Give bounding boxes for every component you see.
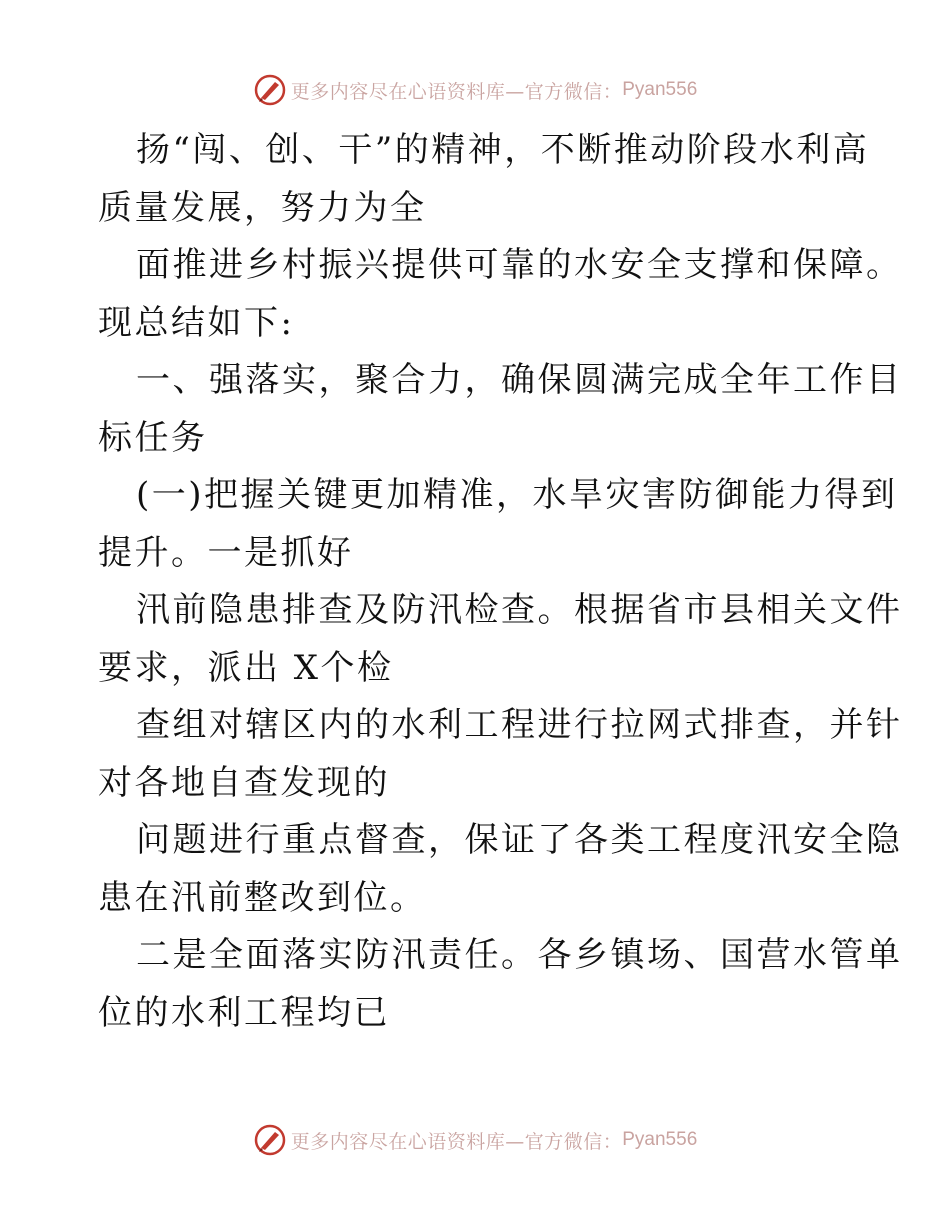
paragraph-line: 查组对辖区内的水利工程进行拉网式排查，并针 bbox=[136, 705, 903, 745]
paragraph-line: 现总结如下: bbox=[98, 302, 295, 343]
subsection-heading: (一)把握关键更加精准，水旱灾害防御能力得到 bbox=[136, 475, 898, 515]
paragraph-line: 要求，派出 X个检 bbox=[98, 647, 394, 688]
paragraph-line: 面推进乡村振兴提供可靠的水安全支撑和保障。 bbox=[136, 245, 903, 285]
section-heading: 标任务 bbox=[98, 417, 208, 458]
document-body bbox=[98, 122, 903, 1042]
watermark-text: 更多内容尽在心语资料库—官方微信： bbox=[290, 1130, 623, 1153]
watermark-footer bbox=[0, 1122, 950, 1158]
pen-logo-icon bbox=[253, 73, 287, 107]
watermark-id: Pyan556 bbox=[622, 79, 698, 100]
paragraph-line: 扬“闯、创、干”的精神，不断推动阶段水利高 bbox=[136, 130, 870, 170]
paragraph-line: 对各地自查发现的 bbox=[98, 762, 390, 803]
paragraph-line: 汛前隐患排查及防汛检查。根据省市县相关文件 bbox=[136, 590, 903, 630]
paragraph-line: 质量发展，努力为全 bbox=[98, 187, 427, 228]
paragraph-line: 患在汛前整改到位。 bbox=[98, 877, 427, 918]
paragraph-line: 位的水利工程均已 bbox=[98, 992, 390, 1033]
watermark-text: 更多内容尽在心语资料库—官方微信： bbox=[290, 80, 623, 103]
paragraph-line: 提升。一是抓好 bbox=[98, 532, 354, 573]
watermark-header bbox=[0, 72, 950, 108]
paragraph-line: 二是全面落实防汛责任。各乡镇场、国营水管单 bbox=[136, 935, 903, 975]
section-heading: 一、强落实，聚合力，确保圆满完成全年工作目 bbox=[136, 360, 903, 400]
paragraph-line: 问题进行重点督查，保证了各类工程度汛安全隐 bbox=[136, 820, 903, 860]
pen-logo-icon bbox=[253, 1123, 287, 1157]
watermark-id: Pyan556 bbox=[622, 1129, 698, 1150]
